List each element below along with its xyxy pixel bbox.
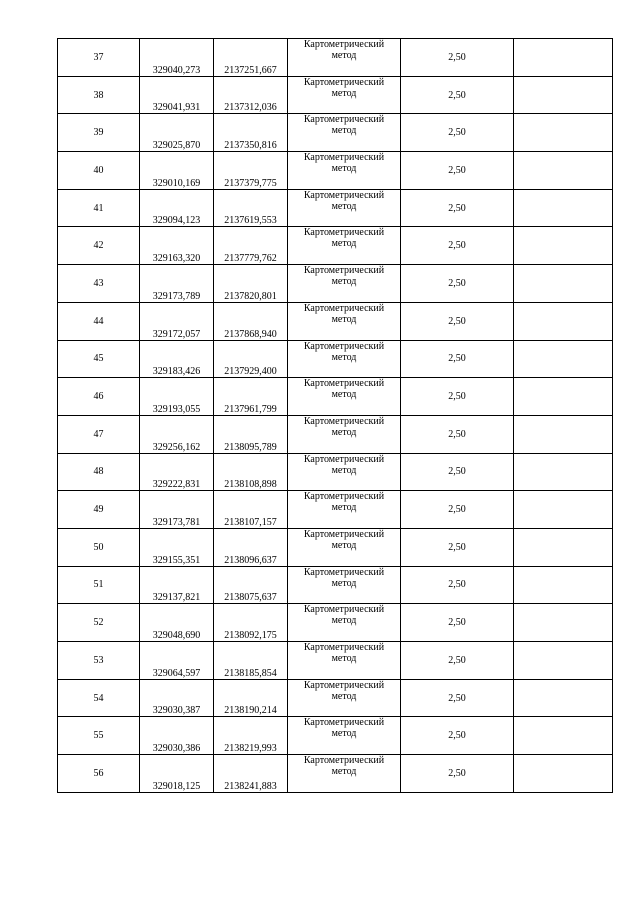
method-line-1: Картометрический xyxy=(303,114,385,126)
table-row xyxy=(58,755,613,793)
method-cell xyxy=(288,76,401,114)
table-row xyxy=(58,39,613,77)
point-number-cell: 47 xyxy=(58,415,140,453)
method-line-2: метод xyxy=(331,464,357,476)
x-coordinate-cell: 329094,123 xyxy=(140,189,214,227)
point-number-cell: 40 xyxy=(58,152,140,190)
note-cell xyxy=(514,717,613,755)
note-cell xyxy=(514,340,613,378)
method-cell xyxy=(288,378,401,416)
y-coordinate-cell: 2138096,637 xyxy=(214,528,288,566)
table-row xyxy=(58,453,613,491)
method-line-1: Картометрический xyxy=(303,302,385,314)
method-line-2: метод xyxy=(331,577,357,589)
point-number-cell: 43 xyxy=(58,265,140,303)
x-coordinate-cell: 329010,169 xyxy=(140,152,214,190)
x-coordinate-cell: 329173,781 xyxy=(140,491,214,529)
y-coordinate-cell: 2138075,637 xyxy=(214,566,288,604)
x-coordinate-cell: 329064,597 xyxy=(140,642,214,680)
y-coordinate-cell: 2137312,036 xyxy=(214,76,288,114)
method-cell xyxy=(288,679,401,717)
y-coordinate-cell: 2138108,898 xyxy=(214,453,288,491)
y-coordinate-cell: 2138095,789 xyxy=(214,415,288,453)
method-line-1: Картометрический xyxy=(303,378,385,390)
method-cell xyxy=(288,604,401,642)
coordinates-table xyxy=(57,38,613,793)
y-coordinate-cell: 2137868,940 xyxy=(214,302,288,340)
note-cell xyxy=(514,76,613,114)
method-line-1: Картометрический xyxy=(303,152,385,164)
method-line-1: Картометрический xyxy=(303,415,385,427)
table-row xyxy=(58,566,613,604)
method-line-2: метод xyxy=(331,690,357,702)
y-coordinate-cell: 2138241,883 xyxy=(214,755,288,793)
method-line-2: метод xyxy=(331,615,357,627)
note-cell xyxy=(514,152,613,190)
method-cell xyxy=(288,302,401,340)
accuracy-cell: 2,50 xyxy=(401,189,514,227)
accuracy-cell: 2,50 xyxy=(401,265,514,303)
y-coordinate-cell: 2137929,400 xyxy=(214,340,288,378)
note-cell xyxy=(514,415,613,453)
x-coordinate-cell: 329137,821 xyxy=(140,566,214,604)
accuracy-cell: 2,50 xyxy=(401,679,514,717)
accuracy-cell: 2,50 xyxy=(401,717,514,755)
point-number-cell: 49 xyxy=(58,491,140,529)
method-cell xyxy=(288,453,401,491)
method-line-2: метод xyxy=(331,276,357,288)
point-number-cell: 48 xyxy=(58,453,140,491)
method-line-2: метод xyxy=(331,653,357,664)
note-cell xyxy=(514,227,613,265)
method-cell xyxy=(288,528,401,566)
table-row xyxy=(58,717,613,755)
accuracy-cell: 2,50 xyxy=(401,302,514,340)
method-line-2: метод xyxy=(331,238,357,250)
table-row xyxy=(58,152,613,190)
method-line-2: метод xyxy=(331,313,357,325)
table-row xyxy=(58,415,613,453)
x-coordinate-cell: 329172,057 xyxy=(140,302,214,340)
x-coordinate-cell: 329048,690 xyxy=(140,604,214,642)
table-row xyxy=(58,642,613,680)
y-coordinate-cell: 2137779,762 xyxy=(214,227,288,265)
accuracy-cell: 2,50 xyxy=(401,114,514,152)
note-cell xyxy=(514,189,613,227)
accuracy-cell: 2,50 xyxy=(401,415,514,453)
point-number-cell: 38 xyxy=(58,76,140,114)
method-line-2: метод xyxy=(331,728,357,740)
note-cell xyxy=(514,302,613,340)
method-line-2: метод xyxy=(331,87,357,99)
table-row xyxy=(58,302,613,340)
table-row xyxy=(58,679,613,717)
accuracy-cell: 2,50 xyxy=(401,755,514,793)
table-row xyxy=(58,491,613,529)
method-cell xyxy=(288,340,401,378)
note-cell xyxy=(514,378,613,416)
method-line-1: Картометрический xyxy=(303,39,385,50)
method-line-2: метод xyxy=(331,539,357,551)
x-coordinate-cell: 329183,426 xyxy=(140,340,214,378)
method-line-2: метод xyxy=(331,50,357,61)
y-coordinate-cell: 2137379,775 xyxy=(214,152,288,190)
x-coordinate-cell: 329193,055 xyxy=(140,378,214,416)
note-cell xyxy=(514,566,613,604)
accuracy-cell: 2,50 xyxy=(401,642,514,680)
point-number-cell: 54 xyxy=(58,679,140,717)
method-line-2: метод xyxy=(331,163,357,175)
point-number-cell: 53 xyxy=(58,642,140,680)
accuracy-cell: 2,50 xyxy=(401,453,514,491)
method-line-1: Картометрический xyxy=(303,755,385,767)
method-line-1: Картометрический xyxy=(303,566,385,578)
y-coordinate-cell: 2137820,801 xyxy=(214,265,288,303)
y-coordinate-cell: 2138219,993 xyxy=(214,717,288,755)
point-number-cell: 51 xyxy=(58,566,140,604)
note-cell xyxy=(514,679,613,717)
table-row xyxy=(58,189,613,227)
method-line-1: Картометрический xyxy=(303,453,385,465)
method-cell xyxy=(288,491,401,529)
point-number-cell: 46 xyxy=(58,378,140,416)
method-line-1: Картометрический xyxy=(303,227,385,239)
accuracy-cell: 2,50 xyxy=(401,76,514,114)
point-number-cell: 45 xyxy=(58,340,140,378)
table-row xyxy=(58,378,613,416)
point-number-cell: 52 xyxy=(58,604,140,642)
note-cell xyxy=(514,114,613,152)
x-coordinate-cell: 329222,831 xyxy=(140,453,214,491)
method-line-2: метод xyxy=(331,502,357,514)
method-line-1: Картометрический xyxy=(303,679,385,691)
method-cell xyxy=(288,755,401,793)
method-cell xyxy=(288,566,401,604)
x-coordinate-cell: 329030,387 xyxy=(140,679,214,717)
accuracy-cell: 2,50 xyxy=(401,378,514,416)
y-coordinate-cell: 2138185,854 xyxy=(214,642,288,680)
x-coordinate-cell: 329163,320 xyxy=(140,227,214,265)
method-line-1: Картометрический xyxy=(303,189,385,201)
y-coordinate-cell: 2138107,157 xyxy=(214,491,288,529)
method-line-2: метод xyxy=(331,200,357,212)
note-cell xyxy=(514,755,613,793)
accuracy-cell: 2,50 xyxy=(401,566,514,604)
point-number-cell: 44 xyxy=(58,302,140,340)
x-coordinate-cell: 329155,351 xyxy=(140,528,214,566)
note-cell xyxy=(514,642,613,680)
method-cell xyxy=(288,114,401,152)
method-line-1: Картометрический xyxy=(303,604,385,616)
method-cell xyxy=(288,227,401,265)
method-cell xyxy=(288,642,401,680)
y-coordinate-cell: 2137251,667 xyxy=(214,39,288,77)
table-row xyxy=(58,76,613,114)
accuracy-cell: 2,50 xyxy=(401,604,514,642)
note-cell xyxy=(514,453,613,491)
note-cell xyxy=(514,39,613,77)
x-coordinate-cell: 329018,125 xyxy=(140,755,214,793)
accuracy-cell: 2,50 xyxy=(401,340,514,378)
y-coordinate-cell: 2137961,799 xyxy=(214,378,288,416)
method-cell xyxy=(288,415,401,453)
method-line-1: Картометрический xyxy=(303,528,385,540)
x-coordinate-cell: 329041,931 xyxy=(140,76,214,114)
method-line-2: метод xyxy=(331,766,357,778)
method-line-2: метод xyxy=(331,389,357,401)
method-line-1: Картометрический xyxy=(303,717,385,729)
x-coordinate-cell: 329173,789 xyxy=(140,265,214,303)
point-number-cell: 37 xyxy=(58,39,140,77)
x-coordinate-cell: 329025,870 xyxy=(140,114,214,152)
method-line-1: Картометрический xyxy=(303,642,385,653)
point-number-cell: 50 xyxy=(58,528,140,566)
accuracy-cell: 2,50 xyxy=(401,152,514,190)
table-row xyxy=(58,340,613,378)
method-cell xyxy=(288,265,401,303)
point-number-cell: 42 xyxy=(58,227,140,265)
y-coordinate-cell: 2138190,214 xyxy=(214,679,288,717)
table-row xyxy=(58,114,613,152)
x-coordinate-cell: 329030,386 xyxy=(140,717,214,755)
point-number-cell: 56 xyxy=(58,755,140,793)
accuracy-cell: 2,50 xyxy=(401,528,514,566)
note-cell xyxy=(514,528,613,566)
table-row xyxy=(58,528,613,566)
method-cell xyxy=(288,152,401,190)
y-coordinate-cell: 2137350,816 xyxy=(214,114,288,152)
table-body xyxy=(58,39,613,793)
note-cell xyxy=(514,265,613,303)
x-coordinate-cell: 329256,162 xyxy=(140,415,214,453)
point-number-cell: 41 xyxy=(58,189,140,227)
method-cell xyxy=(288,189,401,227)
method-line-2: метод xyxy=(331,125,357,137)
method-cell xyxy=(288,39,401,77)
point-number-cell: 39 xyxy=(58,114,140,152)
method-line-2: метод xyxy=(331,351,357,363)
accuracy-cell: 2,50 xyxy=(401,39,514,77)
y-coordinate-cell: 2138092,175 xyxy=(214,604,288,642)
table-row xyxy=(58,604,613,642)
table-row xyxy=(58,265,613,303)
x-coordinate-cell: 329040,273 xyxy=(140,39,214,77)
note-cell xyxy=(514,604,613,642)
method-line-1: Картометрический xyxy=(303,340,385,352)
method-line-1: Картометрический xyxy=(303,76,385,88)
method-line-1: Картометрический xyxy=(303,491,385,503)
point-number-cell: 55 xyxy=(58,717,140,755)
accuracy-cell: 2,50 xyxy=(401,491,514,529)
note-cell xyxy=(514,491,613,529)
method-cell xyxy=(288,717,401,755)
table-row xyxy=(58,227,613,265)
y-coordinate-cell: 2137619,553 xyxy=(214,189,288,227)
accuracy-cell: 2,50 xyxy=(401,227,514,265)
method-line-2: метод xyxy=(331,426,357,438)
method-line-1: Картометрический xyxy=(303,265,385,277)
